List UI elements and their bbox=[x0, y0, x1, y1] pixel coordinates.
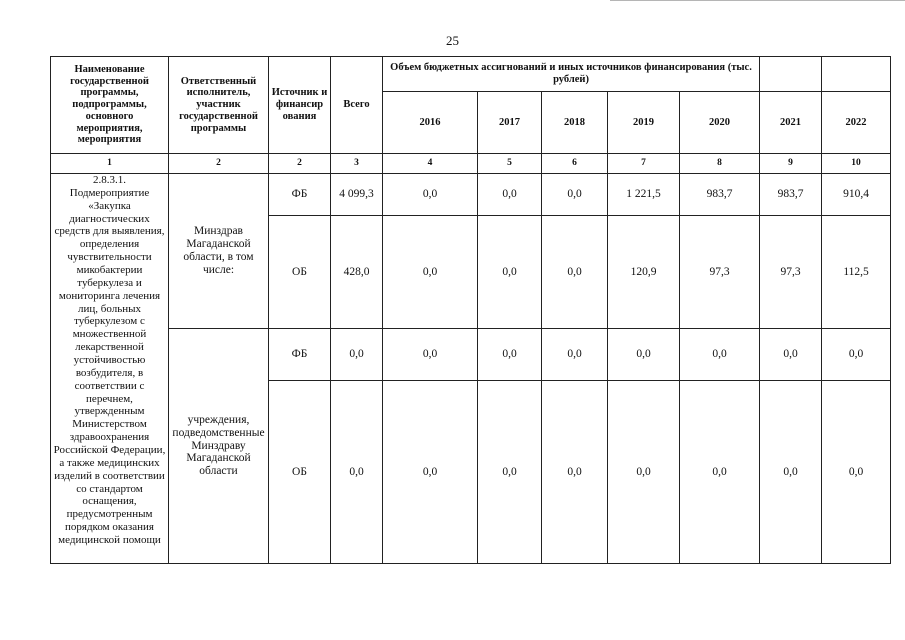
column-number: 5 bbox=[478, 154, 542, 174]
table-row bbox=[51, 329, 891, 381]
header-name: Наименование государственной программы, подпрограммы, основного мероприятия, мероприятия bbox=[51, 57, 169, 154]
value-cell: 0,0 bbox=[542, 216, 608, 329]
value-cell: 0,0 bbox=[608, 329, 680, 381]
value-cell: 0,0 bbox=[383, 174, 478, 216]
total-cell: 4 099,3 bbox=[331, 174, 383, 216]
value-cell: 0,0 bbox=[822, 329, 891, 381]
value-cell: 112,5 bbox=[822, 216, 891, 329]
year-header: 2016 bbox=[383, 92, 478, 154]
column-number: 2 bbox=[169, 154, 269, 174]
value-cell: 983,7 bbox=[680, 174, 760, 216]
column-number: 2 bbox=[269, 154, 331, 174]
executor-cell: Минздрав Магаданской области, в том числе: bbox=[169, 174, 269, 329]
year-header: 2021 bbox=[760, 92, 822, 154]
value-cell: 0,0 bbox=[383, 216, 478, 329]
value-cell: 0,0 bbox=[680, 329, 760, 381]
top-rule bbox=[610, 0, 905, 1]
value-cell: 0,0 bbox=[608, 381, 680, 564]
source-cell: ФБ bbox=[269, 329, 331, 381]
value-cell: 0,0 bbox=[478, 329, 542, 381]
column-number: 7 bbox=[608, 154, 680, 174]
value-cell: 1 221,5 bbox=[608, 174, 680, 216]
source-cell: ФБ bbox=[269, 174, 331, 216]
value-cell: 983,7 bbox=[760, 174, 822, 216]
source-cell: ОБ bbox=[269, 381, 331, 564]
value-cell: 0,0 bbox=[542, 329, 608, 381]
value-cell: 97,3 bbox=[680, 216, 760, 329]
executor-cell: учреждения, подведомственные Минздраву Магаданской области bbox=[169, 329, 269, 564]
total-cell: 0,0 bbox=[331, 329, 383, 381]
total-cell: 428,0 bbox=[331, 216, 383, 329]
value-cell: 0,0 bbox=[383, 329, 478, 381]
value-cell: 0,0 bbox=[760, 329, 822, 381]
value-cell: 0,0 bbox=[542, 174, 608, 216]
header-source: Источник и финансир ования bbox=[269, 57, 331, 154]
year-header: 2018 bbox=[542, 92, 608, 154]
value-cell: 0,0 bbox=[383, 381, 478, 564]
year-header: 2020 bbox=[680, 92, 760, 154]
column-number: 4 bbox=[383, 154, 478, 174]
table-row bbox=[51, 174, 891, 216]
budget-table bbox=[50, 56, 891, 564]
value-cell: 120,9 bbox=[608, 216, 680, 329]
column-number: 9 bbox=[760, 154, 822, 174]
column-number: 10 bbox=[822, 154, 891, 174]
year-header: 2022 bbox=[822, 92, 891, 154]
column-number: 3 bbox=[331, 154, 383, 174]
page-number: 25 bbox=[446, 33, 459, 48]
source-cell: ОБ bbox=[269, 216, 331, 329]
header-total: Всего bbox=[331, 57, 383, 154]
header-row-1 bbox=[51, 57, 891, 92]
value-cell: 0,0 bbox=[822, 381, 891, 564]
value-cell: 97,3 bbox=[760, 216, 822, 329]
value-cell: 0,0 bbox=[478, 381, 542, 564]
value-cell: 0,0 bbox=[680, 381, 760, 564]
header-volume: Объем бюджетных ассигнований и иных источников финансирования (тыс. рублей) bbox=[383, 57, 760, 92]
value-cell: 0,0 bbox=[542, 381, 608, 564]
value-cell: 0,0 bbox=[478, 174, 542, 216]
value-cell: 0,0 bbox=[478, 216, 542, 329]
header-executor: Ответственный исполнитель, участник государственной программы bbox=[169, 57, 269, 154]
measure-description: 2.8.3.1. Подмероприятие «Закупка диагностических средств для выявления, определения чувствительности микобактерии туберкулеза и мониторинга лечения лиц, больных туберкулезом с множественной лекарственной устойчивостью возбудителя, в соответствии с перечнем, утвержденным Министерством здравоохранения Российской Федерации, а также медицинских изделий в соответствии со стандартом оснащения, предусмотренным порядком оказания медицинской помощи bbox=[51, 174, 169, 564]
column-number: 6 bbox=[542, 154, 608, 174]
value-cell: 0,0 bbox=[760, 381, 822, 564]
column-number-row bbox=[51, 154, 891, 174]
year-header: 2017 bbox=[478, 92, 542, 154]
year-header: 2019 bbox=[608, 92, 680, 154]
value-cell: 910,4 bbox=[822, 174, 891, 216]
column-number: 1 bbox=[51, 154, 169, 174]
column-number: 8 bbox=[680, 154, 760, 174]
total-cell: 0,0 bbox=[331, 381, 383, 564]
header-volume-cont-9 bbox=[760, 57, 822, 92]
header-volume-cont-10 bbox=[822, 57, 891, 92]
